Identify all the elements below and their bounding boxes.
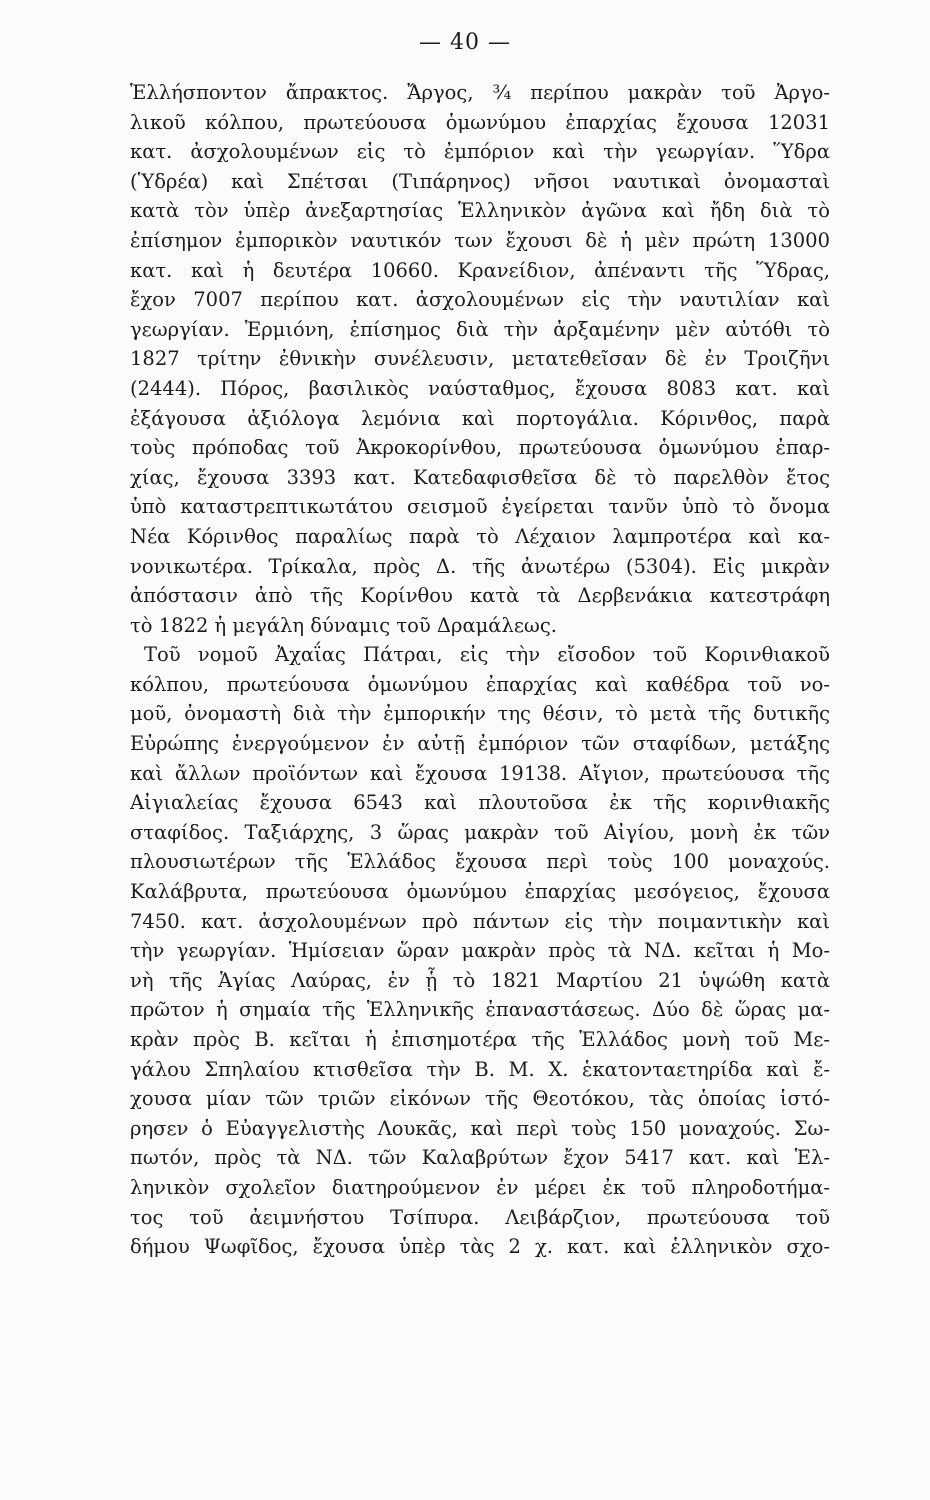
text-line: μοῦ, ὀνομαστὴ διὰ τὴν ἐμπορικήν της θέσιν, τὸ μετὰ τῆς δυτικῆς	[130, 702, 830, 726]
text-line: ρησεν ὁ Εὐαγγελιστὴς Λουκᾶς, καὶ περὶ τοὺς 150 μοναχούς. Σω-	[130, 1116, 830, 1140]
text-line: ληνικὸν σχολεῖον διατηρούμενον ἐν μέρει ἐκ τοῦ πληροδοτήμα-	[130, 1175, 830, 1199]
text-line: πλουσιωτέρων τῆς Ἑλλάδος ἔχουσα περὶ τοὺς 100 μοναχούς.	[130, 850, 830, 874]
text-line: σταφίδος. Ταξιάρχης, 3 ὥρας μακρὰν τοῦ Αἰγίου, μονὴ ἐκ τῶν	[130, 820, 830, 844]
text-line: 7450. κατ. ἀσχολουμένων πρὸ πάντων εἰς τὴν ποιμαντικὴν καὶ	[130, 909, 830, 933]
text-line: τος τοῦ ἀειμνήστου Τσίπυρα. Λειβάρζιον, πρωτεύουσα τοῦ	[130, 1205, 830, 1229]
text-line: κατ. καὶ ἡ δευτέρα 10660. Κρανείδιον, ἀπέναντι τῆς Ὕδρας,	[130, 258, 830, 282]
text-line: κρὰν πρὸς Β. κεῖται ἡ ἐπισημοτέρα τῆς Ἑλλάδος μονὴ τοῦ Με-	[130, 1028, 830, 1051]
text-line: λικοῦ κόλπου, πρωτεύουσα ὁμωνύμου ἐπαρχίας ἔχουσα 12031	[130, 110, 830, 134]
text-line: χίας, ἔχουσα 3393 κατ. Κατεδαφισθεῖσα δὲ τὸ παρελθὸν ἔτος	[130, 465, 830, 489]
text-line: ἐξάγουσα ἀξιόλογα λεμόνια καὶ πορτογάλια. Κόρινθος, παρὰ	[130, 406, 830, 430]
text-line: Ἑλλήσποντον ἄπρακτος. Ἄργος, ¾ περίπου μακρὰν τοῦ Ἀργο-	[130, 81, 830, 104]
text-line: (2444). Πόρος, βασιλικὸς ναύσταθμος, ἔχουσα 8083 κατ. καὶ	[130, 376, 830, 400]
text-line: ὑπὸ καταστρεπτικωτάτου σεισμοῦ ἐγείρεται τανῦν ὑπὸ τὸ ὄνομα	[130, 495, 830, 519]
text-line: νονικωτέρα. Τρίκαλα, πρὸς Δ. τῆς ἀνωτέρω (5304). Εἰς μικρὰν	[130, 554, 830, 578]
text-line: δήμου Ψωφῖδος, ἔχουσα ὑπὲρ τὰς 2 χ. κατ. καὶ ἑλληνικὸν σχο-	[130, 1235, 830, 1259]
text-line: (Ὑδρέα) καὶ Σπέτσαι (Τιπάρηνος) νῆσοι ναυτικαὶ ὀνομασταὶ	[130, 169, 830, 193]
text-line: πρῶτον ἡ σημαία τῆς Ἑλληνικῆς ἐπαναστάσεως. Δύο δὲ ὥρας μα-	[130, 998, 830, 1022]
text-line: τοὺς πρόποδας τοῦ Ἀκροκορίνθου, πρωτεύουσα ὁμωνύμου ἐπαρ-	[130, 436, 830, 460]
page-number: — 40 —	[419, 30, 511, 55]
text-line: καὶ ἄλλων προϊόντων καὶ ἔχουσα 19138. Αἴγιον, πρωτεύουσα τῆς	[130, 761, 830, 785]
text-line: ἐπίσημον ἐμπορικὸν ναυτικόν των ἔχουσι δὲ ἡ μὲν πρώτη 13000	[130, 228, 830, 252]
body-text	[130, 78, 830, 1262]
text-line: Εὐρώπης ἐνεργούμενον ἐν αὐτῇ ἐμπόριον τῶν σταφίδων, μετάξης	[130, 732, 830, 756]
text-line: κόλπου, πρωτεύουσα ὁμωνύμου ἐπαρχίας καὶ καθέδρα τοῦ νο-	[130, 672, 830, 696]
text-line: πωτόν, πρὸς τὰ ΝΔ. τῶν Καλαβρύτων ἔχον 5417 κατ. καὶ Ἑλ-	[130, 1146, 830, 1170]
text-line: Καλάβρυτα, πρωτεύουσα ὁμωνύμου ἐπαρχίας μεσόγειος, ἔχουσα	[130, 880, 830, 904]
text-line: κατ. ἀσχολουμένων εἰς τὸ ἐμπόριον καὶ τὴν γεωργίαν. Ὕδρα	[130, 140, 830, 164]
text-line: γεωργίαν. Ἑρμιόνη, ἐπίσημος διὰ τὴν ἀρξαμένην μὲν αὐτόθι τὸ	[130, 317, 830, 341]
text-line: 1827 τρίτην ἐθνικὴν συνέλευσιν, μετατεθεῖσαν δὲ ἐν Τροιζῆνι	[130, 347, 830, 371]
text-line: ἀπόστασιν ἀπὸ τῆς Κορίνθου κατὰ τὰ Δερβενάκια κατεστράφη	[130, 584, 830, 608]
text-line: νὴ τῆς Ἁγίας Λαύρας, ἐν ᾗ τὸ 1821 Μαρτίου 21 ὑψώθη κατὰ	[130, 968, 830, 992]
text-line: γάλου Σπηλαίου κτισθεῖσα τὴν Β. Μ. Χ. ἑκατονταετηρίδα καὶ ἔ-	[130, 1057, 830, 1081]
text-line: ἔχον 7007 περίπου κατ. ἀσχολουμένων εἰς τὴν ναυτιλίαν καὶ	[130, 288, 830, 312]
text-line: Αἰγιαλείας ἔχουσα 6543 καὶ πλουτοῦσα ἐκ τῆς κορινθιακῆς	[130, 791, 830, 815]
paragraph-start-line: Τοῦ νομοῦ Ἀχαΐας Πάτραι, εἰς τὴν εἴσοδον τοῦ Κορινθιακοῦ	[144, 643, 830, 667]
text-line: τὸ 1822 ἡ μεγάλη δύναμις τοῦ Δραμάλεως.	[130, 613, 557, 637]
text-line: Νέα Κόρινθος παραλίως παρὰ τὸ Λέχαιον λαμπροτέρα καὶ κα-	[130, 524, 830, 548]
text-line: τὴν γεωργίαν. Ἡμίσειαν ὥραν μακρὰν πρὸς τὰ ΝΔ. κεῖται ἡ Μο-	[130, 939, 830, 963]
text-line: κατὰ τὸν ὑπὲρ ἀνεξαρτησίας Ἑλληνικὸν ἀγῶνα καὶ ἤδη διὰ τὸ	[130, 199, 830, 223]
text-line: χουσα μίαν τῶν τριῶν εἰκόνων τῆς Θεοτόκου, τὰς ὁποίας ἱστό-	[130, 1087, 830, 1111]
